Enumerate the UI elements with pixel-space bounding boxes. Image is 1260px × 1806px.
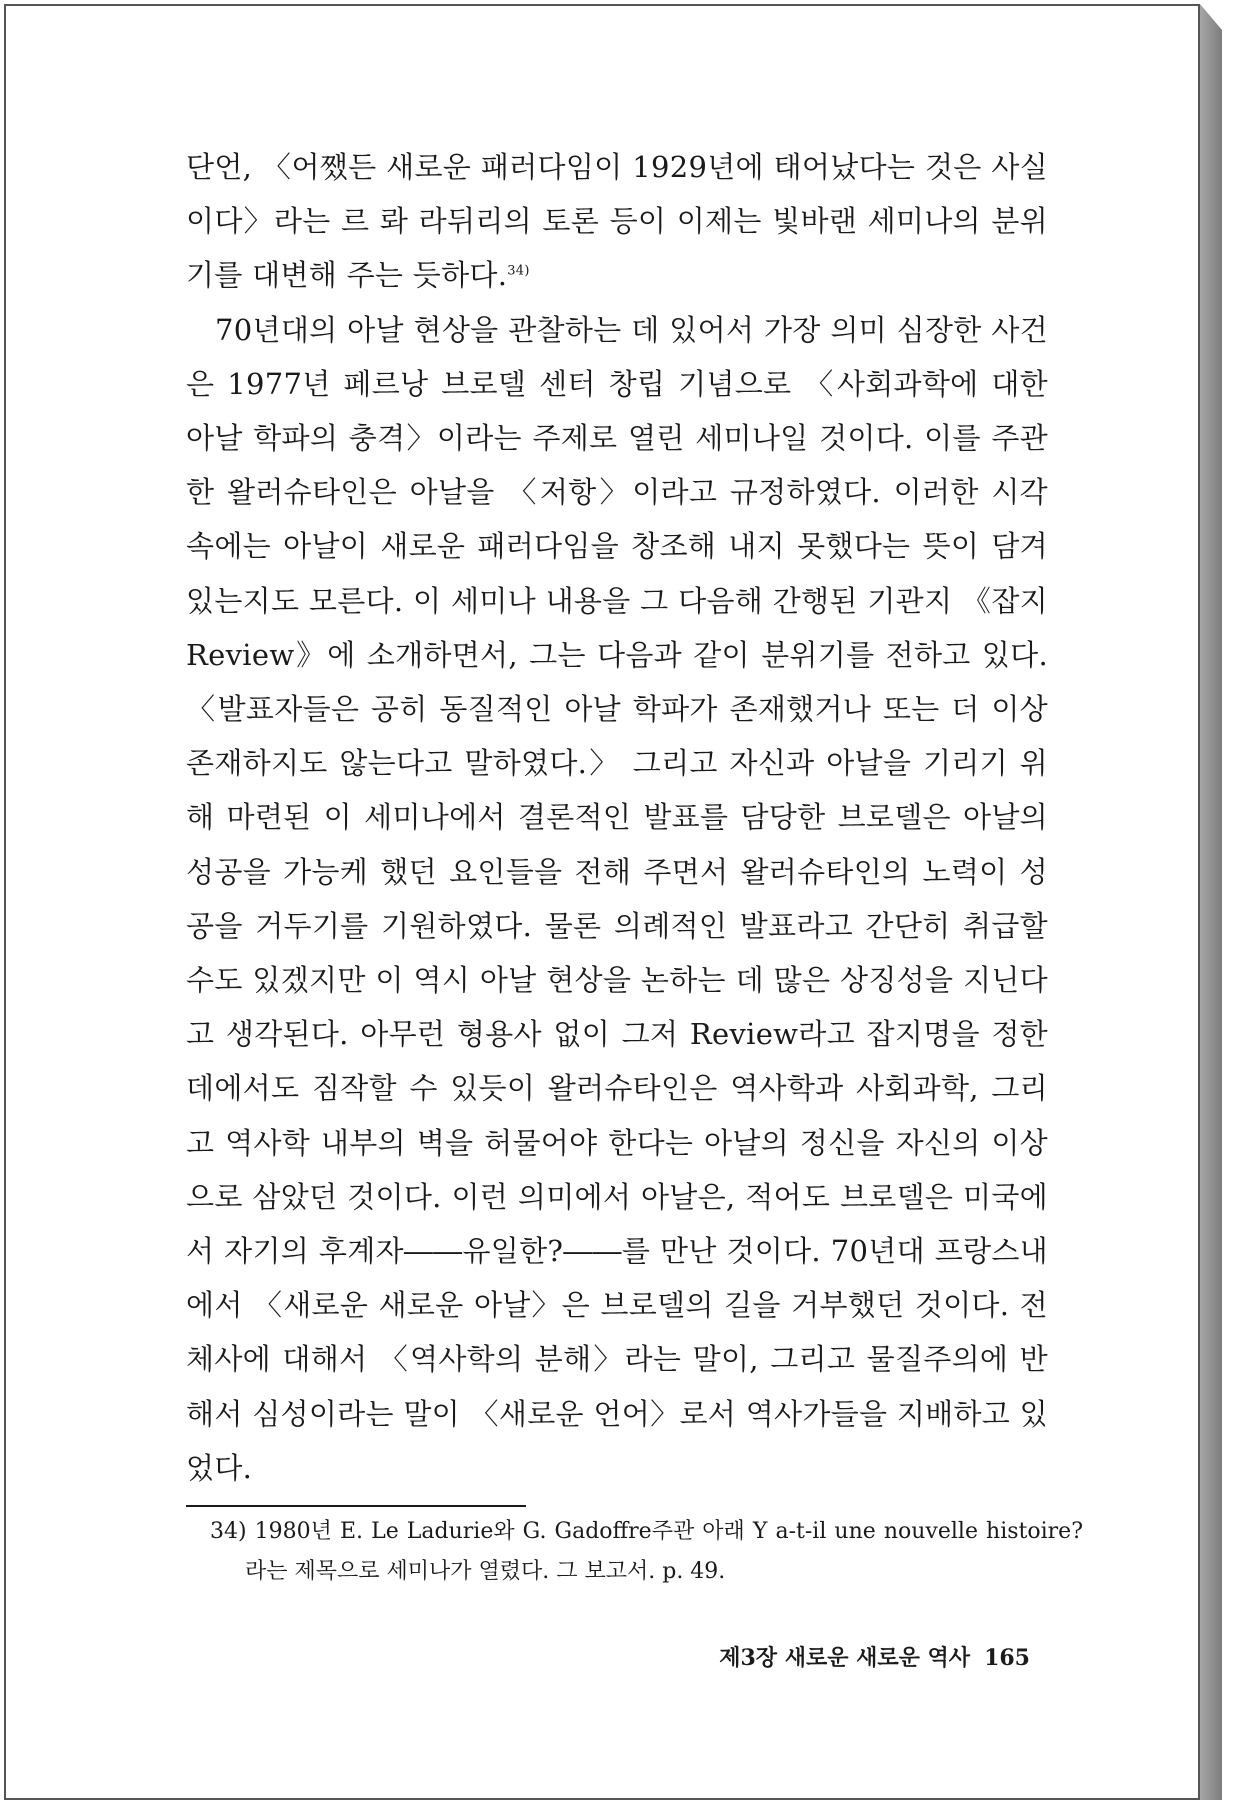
paragraph-2: 70년대의 아날 현상을 관찰하는 데 있어서 가장 의미 심장한 사건은 1977년 페르낭 브로델 센터 창립 기념으로 〈사회과학에 대한 아날 학파의 충격〉이라는 주제로 열린 세미나일 것이다. 이를 주관한 왈러슈타인은 아날을 〈저항〉이라고 규정하였다. 이러한 시각 속에는 아날이 새로운 패러다임을 창조해 내지 못했다는 뜻이 담겨 있는지도 모른다. 이 세미나 내용을 그 다음해 간행된 기관지 《잡지 Review》에 소개하면서, 그는 다음과 같이 분위기를 전하고 있다. 〈발표자들은 공히 동질적인 아날 학파가 존재했거나 또는 더 이상 존재하지도 않는다고 말하였다.〉 그리고 자신과 아날을 기리기 위해 마련된 이 세미나에서 결론적인 발표를 담당한 브로델은 아날의 성공을 가능케 했던 요인들을 전해 주면서 왈러슈타인의 노력이 성공을 거두기를 기원하였다. 물론 의례적인 발표라고 간단히 취급할 수도 있겠지만 이 역시 아날 현상을 논하는 데 많은 상징성을 지닌다고 생각된다. 아무런 형용사 없이 그저 Review라고 잡지명을 정한 데에서도 짐작할 수 있듯이 왈러슈타인은 역사학과 사회과학, 그리고 역사학 내부의 벽을 허물어야 한다는 아날의 정신을 자신의 이상으로 삼았던 것이다. 이런 의미에서 아날은, 적어도 브로델은 미국에서 자기의 후계자――유일한?――를 만난 것이다. 70년대 프랑스내에서 〈새로운 새로운 아날〉은 브로델의 길을 거부했던 것이다. 전체사에 대해서 〈역사학의 분해〉라는 말이, 그리고 물질주의에 반해서 심성이라는 말이 〈새로운 언어〉로서 역사가들을 지배하고 있었다. [186,312,1048,1485]
chapter-title: 제3장 새로운 새로운 역사 [719,1645,971,1671]
footnote-marker: 34) [507,263,530,279]
page-edge [1200,4,1222,1800]
paragraph-1 [186,140,1048,303]
main-text [186,140,1048,1495]
running-footer [719,1641,1030,1672]
footnote: 34) 1980년 E. Le Ladurie와 G. Gadoffre주관 아래 Y a-t-il une nouvelle histoire? 라는 제목으로 세미나가 열렸다. 그 보고서. p. 49. [210,1519,1083,1584]
page-number: 165 [984,1645,1030,1671]
footnote-divider [186,1505,526,1507]
paragraph-1-text: 단언, 〈어쨌든 새로운 패러다임이 1929년에 태어났다는 것은 사실이다〉라는 르 롸 라뒤리의 토론 등이 이제는 빛바랜 세미나의 분위기를 대변해 주는 듯하다. [186,150,1048,293]
